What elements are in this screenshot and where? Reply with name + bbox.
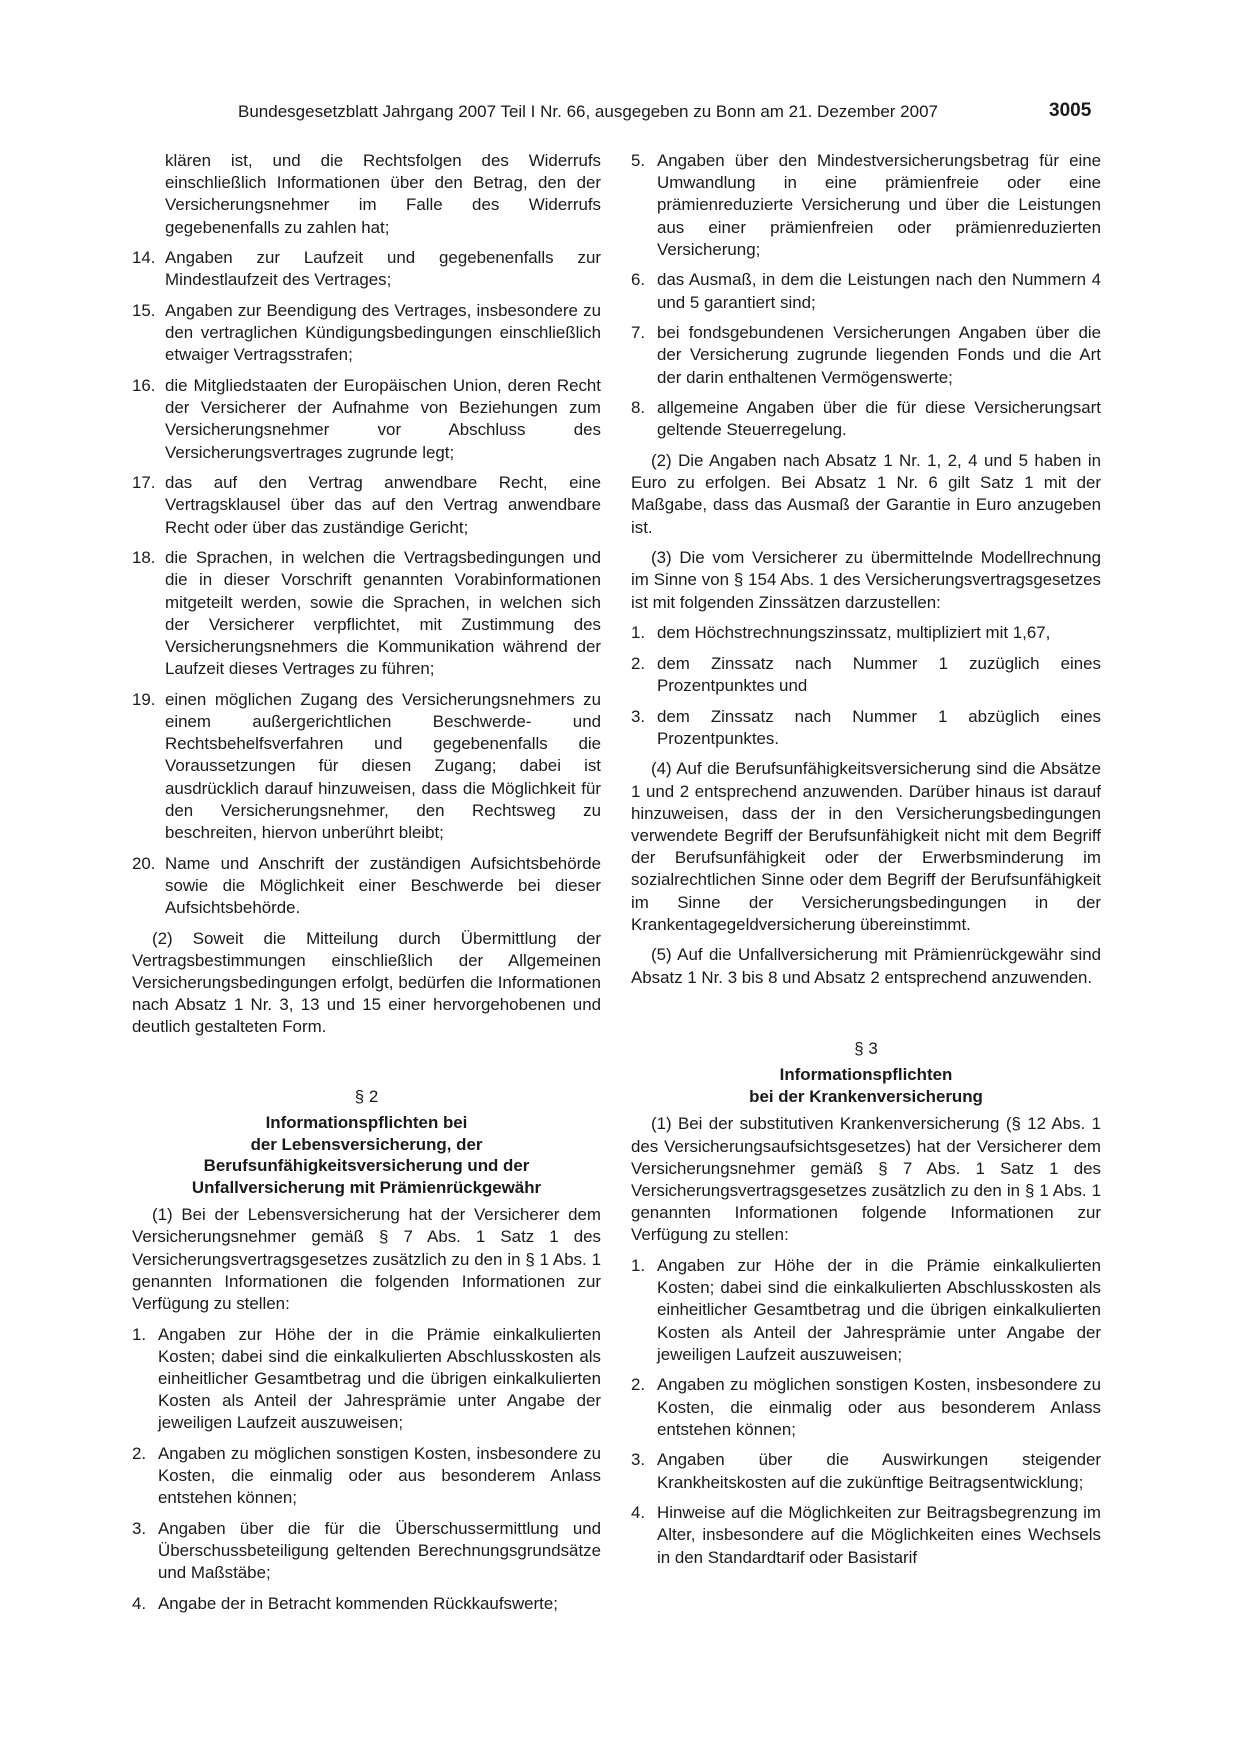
section-title	[631, 1064, 1101, 1107]
item-text: bei fondsgebundenen Versicherungen Angaben über die der Versicherung zugrunde liegenden Fonds und die Art der darin enthaltenen Vermögenswerte;	[657, 323, 1101, 387]
item-text: Angaben über die Auswirkungen steigender Krankheitskosten auf die zukünftige Beitragsentwicklung;	[657, 1450, 1101, 1492]
item-number: 2.	[631, 653, 646, 673]
paragraph-4: (4) Auf die Berufsunfähigkeitsversicherung sind die Absätze 1 und 2 entsprechend anzuwenden. Darüber hinaus ist darauf hinzuweisen, dass der in den Versicherungsbedingungen verwendete Begriff der Berufsunfähigkeit nicht mit dem Begriff der Berufsunfähigkeit oder der Erwerbsminderung im sozialrechtlichen Sinne oder dem Begriff der Berufsunfähigkeit im Sinne der Versicherungsbedingungen in der Krankentagegeldversicherung übereinstimmt.	[631, 759, 1101, 934]
list-item	[631, 269, 1101, 313]
continuation-text: klären ist, und die Rechtsfolgen des Widerrufs einschließlich Informationen über den Betrag, den der Versicherungsnehmer im Falle des Widerrufs gegebenenfalls zu zahlen hat;	[165, 151, 601, 237]
section-title-line: Informationspflichten	[779, 1065, 953, 1085]
paragraph-2: (2) Soweit die Mitteilung durch Übermittlung der Vertragsbestimmungen einschließlich der Allgemeinen Versicherungsbedingungen erfolgt, bedürfen die Informationen nach Absatz 1 Nr. 3, 13 und 15 einer hervorgehobenen und deutlich gestalteten Form.	[132, 928, 601, 1037]
item-text: Angaben zu möglichen sonstigen Kosten, insbesondere zu Kosten, die einmalig oder aus besonderem Anlass entstehen können;	[657, 1375, 1101, 1439]
list-item	[132, 547, 601, 680]
list-item	[132, 1593, 601, 1615]
list-item	[631, 1255, 1101, 1366]
list-item	[132, 689, 601, 844]
item-number: 16.	[132, 376, 156, 395]
list-item	[132, 375, 601, 464]
item-number: 3.	[631, 706, 646, 726]
item-number: 2.	[631, 1375, 646, 1395]
list-item	[631, 1502, 1101, 1569]
list-item	[132, 247, 601, 291]
item-text: Angaben über die für die Überschussermittlung und Überschussbeteiligung geltenden Berechnungsgrundsätze und Maßstäbe;	[158, 1519, 601, 1583]
item-text: das auf den Vertrag anwendbare Recht, eine Vertragsklausel über das auf den Vertrag anwendbare Recht oder über das zuständige Gericht;	[165, 473, 601, 537]
section-paragraph-1: (1) Bei der Lebensversicherung hat der Versicherer dem Versicherungsnehmer gemäß § 7 Abs. 1 Satz 1 des Versicherungsvertragsgesetzes zusätzlich zu den in § 1 Abs. 1 genannten Informationen die folgenden Informationen zur Verfügung zu stellen:	[132, 1205, 601, 1314]
list-item	[132, 472, 601, 539]
item-text: Name und Anschrift der zuständigen Aufsichtsbehörde sowie die Möglichkeit einer Beschwerde bei dieser Aufsichtsbehörde.	[165, 853, 601, 918]
item-text: die Mitgliedstaaten der Europäischen Union, deren Recht der Versicherer der Aufnahme von Beziehungen zum Versicherungsnehmer vor Abschluss des Versicherungsvertrages zugrunde legt;	[165, 376, 601, 462]
spacer	[631, 997, 1101, 1019]
section-paragraph-1: (1) Bei der substitutiven Krankenversicherung (§ 12 Abs. 1 des Versicherungsaufsichtsgesetzes) hat der Versicherer dem Versicherungsnehmer gemäß § 7 Abs. 1 Satz 1 des Versicherungsvertragsgesetzes zusätzlich zu den in § 1 Abs. 1 genannten Informationen folgende Informationen zur Verfügung zu stellen:	[631, 1114, 1101, 1245]
list-item	[631, 1449, 1101, 1493]
item-number: 15.	[132, 301, 156, 320]
item-number: 17.	[132, 473, 156, 493]
item-text: dem Zinssatz nach Nummer 1 zuzüglich eines Prozentpunktes und	[657, 653, 1101, 695]
item-text: Angaben zu möglichen sonstigen Kosten, insbesondere zu Kosten, die einmalig oder aus besonderem Anlass entstehen können;	[158, 1444, 601, 1508]
section-number: § 2	[354, 1087, 379, 1107]
section-title-line: Berufsunfähigkeitsversicherung und der	[203, 1156, 530, 1176]
section-title-line: Unfallversicherung mit Prämienrückgewähr	[191, 1177, 542, 1197]
paragraph-2: (2) Die Angaben nach Absatz 1 Nr. 1, 2, 4 und 5 haben in Euro zu erfolgen. Bei Absatz 1 Nr. 6 gilt Satz 1 mit der Maßgabe, dass das Ausmaß der Garantie in Euro anzugeben ist.	[631, 451, 1101, 537]
right-column	[631, 150, 1101, 1577]
section-number: § 3	[854, 1039, 878, 1059]
item-number: 1.	[631, 623, 646, 643]
item-text: Angaben zur Höhe der in die Prämie einkalkulierten Kosten; dabei sind die einkalkulierten Abschlusskosten als einheitlicher Gesamtbetrag und die übrigen einkalkulierten Kosten als Anteil der Jahresprämie unter Angabe der jeweiligen Laufzeit auszuweisen;	[158, 1324, 601, 1433]
list-item	[631, 653, 1101, 697]
section-title-line: Informationspflichten bei	[265, 1113, 468, 1133]
page-number: 3005	[1049, 100, 1092, 121]
item-number: 5.	[631, 151, 646, 170]
item-text: allgemeine Angaben über die für diese Versicherungsart geltende Steuerregelung.	[657, 398, 1101, 440]
gazette-title: Bundesgesetzblatt Jahrgang 2007 Teil I Nr. 66, ausgegeben zu Bonn am 21. Dezember 2007	[238, 102, 938, 121]
item-text: dem Zinssatz nach Nummer 1 abzüglich eines Prozentpunktes.	[657, 706, 1101, 748]
item-number: 14.	[132, 248, 156, 268]
list-item	[631, 150, 1101, 261]
item-number: 8.	[631, 398, 646, 418]
section-title-line: der Lebensversicherung, der	[250, 1134, 483, 1154]
item-number: 2.	[132, 1444, 147, 1464]
paragraph-5: (5) Auf die Unfallversicherung mit Prämienrückgewähr sind Absatz 1 Nr. 3 bis 8 und Absatz 2 entsprechend anzuwenden.	[631, 945, 1101, 987]
item-text: Angabe der in Betracht kommenden Rückkaufswerte;	[158, 1594, 558, 1614]
list-item	[631, 397, 1101, 441]
item-number: 18.	[132, 548, 156, 568]
paragraph-3: (3) Die vom Versicherer zu übermittelnde Modellrechnung im Sinne von § 154 Abs. 1 des Versicherungsvertragsgesetzes ist mit folgenden Zinssätzen darzustellen:	[631, 548, 1101, 612]
list-item	[132, 1518, 601, 1585]
spacer	[132, 1047, 601, 1067]
item-text: die Sprachen, in welchen die Vertragsbedingungen und die in dieser Vorschrift genannten Vorabinformationen mitgeteilt werden, sowie die Sprachen, in welchen sich der Versicherer verpflichtet, mit Zustimmung des Versicherungsnehmers die Kommunikation während der Laufzeit dieses Vertrages zu führen;	[165, 548, 601, 679]
list-item	[132, 1443, 601, 1510]
item-number: 19.	[132, 689, 156, 709]
item-text: das Ausmaß, in dem die Leistungen nach den Nummern 4 und 5 garantiert sind;	[657, 270, 1101, 312]
item-text: dem Höchstrechnungszinssatz, multipliziert mit 1,67,	[657, 623, 1051, 643]
item-number: 7.	[631, 323, 646, 343]
item-number: 1.	[631, 1256, 646, 1276]
list-item	[631, 1374, 1101, 1441]
item-number: 3.	[631, 1450, 646, 1470]
item-text: einen möglichen Zugang des Versicherungsnehmers zu einem außergerichtlichen Beschwerde- und Rechtsbehelfsverfahren und gegebenenfalls die Voraussetzungen für diesen Zugang; dabei ist ausdrücklich darauf hinzuweisen, dass die Möglichkeit für den Versicherungsnehmer, den Rechtsweg zu beschreiten, hiervon unberührt bleibt;	[165, 689, 601, 843]
item-number: 1.	[132, 1324, 147, 1344]
item-text: Angaben zur Laufzeit und gegebenenfalls zur Mindestlaufzeit des Vertrages;	[165, 248, 601, 290]
item-text: Angaben über den Mindestversicherungsbetrag für eine Umwandlung in eine prämienfreie oder eine prämienreduzierte Versicherung und über die Leistungen aus einer prämienfreien oder prämienreduzierten Versicherung;	[657, 151, 1101, 259]
list-item	[132, 853, 601, 920]
list-item	[132, 300, 601, 367]
item-number: 4.	[132, 1594, 147, 1614]
item-number: 4.	[631, 1503, 646, 1523]
item-number: 3.	[132, 1519, 147, 1539]
list-item	[631, 322, 1101, 389]
item-text: Angaben zur Höhe der in die Prämie einkalkulierten Kosten; dabei sind die einkalkulierten Abschlusskosten als einheitlicher Gesamtbetrag und die übrigen einkalkulierten Kosten als Anteil der Jahresprämie unter Angabe der jeweiligen Laufzeit auszuweisen;	[657, 1256, 1101, 1364]
list-item	[132, 1324, 601, 1435]
item-number: 20.	[132, 853, 156, 873]
section-title	[132, 1112, 601, 1198]
section-title-line: bei der Krankenversicherung	[749, 1086, 983, 1106]
list-item	[631, 706, 1101, 750]
item-text: Hinweise auf die Möglichkeiten zur Beitragsbegrenzung im Alter, insbesondere auf die Möglichkeiten eines Wechsels in den Standardtarif oder Basistarif	[657, 1503, 1101, 1567]
list-item	[631, 622, 1101, 644]
item-number: 6.	[631, 270, 646, 290]
item-text: Angaben zur Beendigung des Vertrages, insbesondere zu den vertraglichen Kündigungsbedingungen einschließlich etwaiger Vertragsstrafen;	[165, 301, 601, 365]
left-column	[132, 150, 601, 1624]
